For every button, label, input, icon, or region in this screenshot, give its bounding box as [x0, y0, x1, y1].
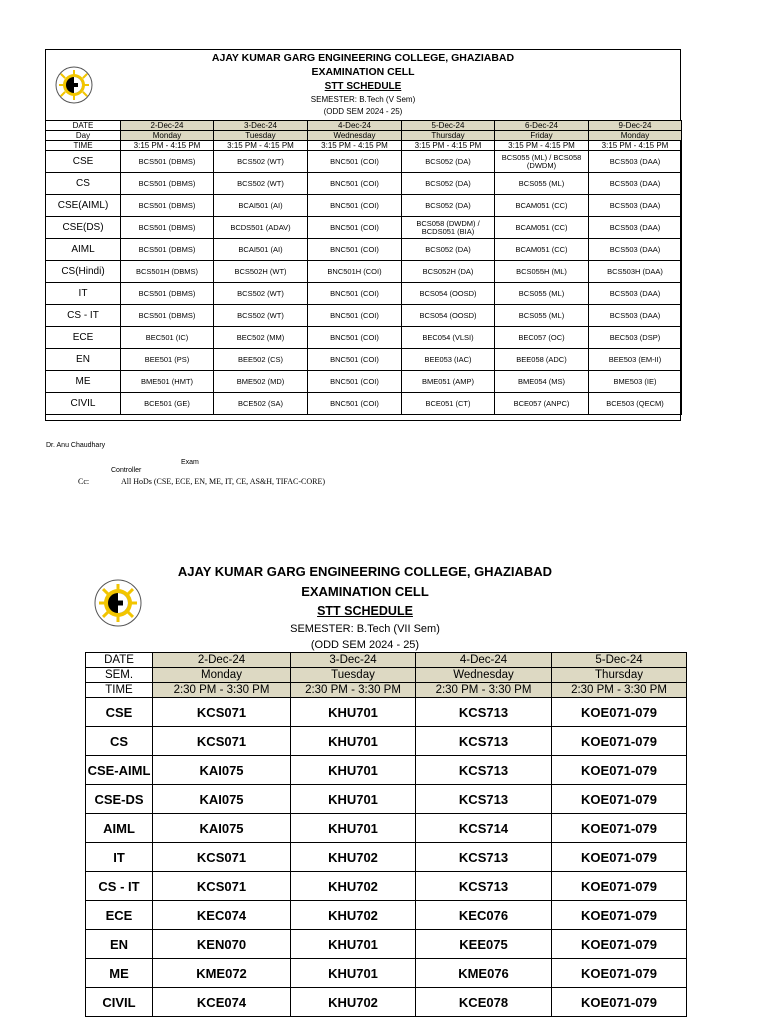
subject-cell: BME051 (AMP): [402, 371, 495, 393]
subject-cell: BCE502 (SA): [214, 393, 308, 415]
subject-cell: KOE071-079: [552, 785, 687, 814]
branch-cell: IT: [86, 843, 153, 872]
subject-cell: BCS501 (DBMS): [121, 173, 214, 195]
table-row: [46, 283, 682, 305]
table-row: [86, 814, 687, 843]
branch-cell: CSE-DS: [86, 785, 153, 814]
subject-cell: BCS501 (DBMS): [121, 305, 214, 327]
subject-cell: KHU701: [291, 727, 416, 756]
time-row-label: TIME: [86, 683, 153, 698]
branch-cell: CSE: [46, 151, 121, 173]
date-cell: 5-Dec-24: [402, 121, 495, 131]
subject-cell: BEE502 (CS): [214, 349, 308, 371]
time-row: [86, 683, 687, 698]
subject-cell: KCE074: [153, 988, 291, 1017]
day-cell: Monday: [121, 131, 214, 141]
subject-cell: KEE075: [416, 930, 552, 959]
subject-cell: BCS502H (WT): [214, 261, 308, 283]
cell-name: EXAMINATION CELL: [311, 66, 415, 78]
college-name: AJAY KUMAR GARG ENGINEERING COLLEGE, GHAZIABAD: [177, 564, 553, 579]
branch-cell: CIVIL: [46, 393, 121, 415]
time-cell: 3:15 PM - 4:15 PM: [214, 141, 308, 151]
sem-row: [86, 668, 687, 683]
subject-cell: KHU702: [291, 843, 416, 872]
subject-cell: BNC501 (COI): [308, 195, 402, 217]
branch-cell: CS - IT: [46, 305, 121, 327]
subject-cell: KEC074: [153, 901, 291, 930]
date-row-label: DATE: [86, 653, 153, 668]
subject-cell: BCS503 (DAA): [589, 283, 682, 305]
subject-cell: KHU702: [291, 988, 416, 1017]
branch-cell: CSE: [86, 698, 153, 727]
time-cell: 2:30 PM - 3:30 PM: [552, 683, 687, 698]
subject-cell: BNC501 (COI): [308, 327, 402, 349]
table-row: [86, 988, 687, 1017]
table-row: [86, 698, 687, 727]
subject-cell: BNC501H (COI): [308, 261, 402, 283]
subject-cell: BCS055 (ML) / BCS058 (DWDM): [495, 151, 589, 173]
table-row: [86, 785, 687, 814]
subject-cell: KOE071-079: [552, 756, 687, 785]
branch-cell: AIML: [46, 239, 121, 261]
table-row: [86, 872, 687, 901]
date-cell: 2-Dec-24: [153, 653, 291, 668]
signatory-name: Dr. Anu Chaudhary: [46, 442, 106, 449]
branch-cell: AIML: [86, 814, 153, 843]
schedule-v-sem: [45, 49, 681, 421]
semester-label: SEMESTER: B.Tech (V Sem): [310, 95, 416, 104]
subject-cell: BCAM051 (CC): [495, 195, 589, 217]
branch-cell: CS(Hindi): [46, 261, 121, 283]
table-row: [46, 151, 682, 173]
schedule-title: STT SCHEDULE: [324, 81, 402, 92]
subject-cell: KEN070: [153, 930, 291, 959]
branch-cell: EN: [46, 349, 121, 371]
subject-cell: BEC057 (OC): [495, 327, 589, 349]
subject-cell: BCS052 (DA): [402, 151, 495, 173]
subject-cell: KHU702: [291, 901, 416, 930]
table-row: [46, 239, 682, 261]
subject-cell: KCS713: [416, 843, 552, 872]
date-cell: 4-Dec-24: [416, 653, 552, 668]
subject-cell: BCE051 (CT): [402, 393, 495, 415]
session-label: (ODD SEM 2024 - 25): [310, 639, 420, 651]
sem-row-label: SEM.: [86, 668, 153, 683]
subject-cell: BNC501 (COI): [308, 371, 402, 393]
date-cell: 3-Dec-24: [291, 653, 416, 668]
date-cell: 9-Dec-24: [589, 121, 682, 131]
time-cell: 3:15 PM - 4:15 PM: [589, 141, 682, 151]
subject-cell: KHU701: [291, 785, 416, 814]
subject-cell: KOE071-079: [552, 959, 687, 988]
subject-cell: BCS501 (DBMS): [121, 151, 214, 173]
subject-cell: KCE078: [416, 988, 552, 1017]
time-cell: 2:30 PM - 3:30 PM: [153, 683, 291, 698]
table-row: [86, 959, 687, 988]
exam-label: Exam: [181, 459, 199, 466]
subject-cell: BCS503 (DAA): [589, 217, 682, 239]
subject-cell: BCS055 (ML): [495, 305, 589, 327]
subject-cell: BNC501 (COI): [308, 393, 402, 415]
subject-cell: KOE071-079: [552, 698, 687, 727]
subject-cell: KHU701: [291, 698, 416, 727]
day-cell: Tuesday: [291, 668, 416, 683]
subject-cell: BCE503 (QECM): [589, 393, 682, 415]
table-row: [46, 305, 682, 327]
schedule-table: [45, 120, 682, 415]
subject-cell: KAI075: [153, 756, 291, 785]
day-cell: Monday: [589, 131, 682, 141]
table-row: [46, 173, 682, 195]
branch-cell: EN: [86, 930, 153, 959]
subject-cell: KOE071-079: [552, 872, 687, 901]
table-row: [86, 930, 687, 959]
subject-cell: BCAM051 (CC): [495, 217, 589, 239]
day-cell: Wednesday: [416, 668, 552, 683]
subject-cell: BCS503H (DAA): [589, 261, 682, 283]
subject-cell: BCS503 (DAA): [589, 305, 682, 327]
subject-cell: BCS502 (WT): [214, 283, 308, 305]
branch-cell: CIVIL: [86, 988, 153, 1017]
subject-cell: BNC501 (COI): [308, 151, 402, 173]
branch-cell: ECE: [46, 327, 121, 349]
branch-cell: CS: [46, 173, 121, 195]
subject-cell: BCS054 (OOSD): [402, 283, 495, 305]
day-row-label: Day: [46, 131, 121, 141]
subject-cell: KHU702: [291, 872, 416, 901]
controller-label: Controller: [111, 467, 142, 474]
subject-cell: KHU701: [291, 756, 416, 785]
subject-cell: KCS713: [416, 727, 552, 756]
cc-label: Cc:: [78, 477, 90, 486]
table-row: [46, 349, 682, 371]
subject-cell: BCS055 (ML): [495, 173, 589, 195]
subject-cell: KOE071-079: [552, 843, 687, 872]
date-row: [46, 121, 682, 131]
subject-cell: BEE503 (EM-II): [589, 349, 682, 371]
subject-cell: BEE501 (PS): [121, 349, 214, 371]
day-row: [46, 131, 682, 141]
table-row: [86, 727, 687, 756]
semester-label: SEMESTER: B.Tech (VII Sem): [290, 623, 440, 635]
subject-cell: BCS502 (WT): [214, 173, 308, 195]
date-row-label: DATE: [46, 121, 121, 131]
day-cell: Monday: [153, 668, 291, 683]
table-row: [86, 756, 687, 785]
table-row: [86, 843, 687, 872]
day-cell: Wednesday: [308, 131, 402, 141]
time-row: [46, 141, 682, 151]
branch-cell: CSE(DS): [46, 217, 121, 239]
subject-cell: BCS055 (ML): [495, 283, 589, 305]
time-cell: 3:15 PM - 4:15 PM: [495, 141, 589, 151]
date-cell: 2-Dec-24: [121, 121, 214, 131]
subject-cell: KAI075: [153, 814, 291, 843]
branch-cell: CS - IT: [86, 872, 153, 901]
subject-cell: BEC503 (DSP): [589, 327, 682, 349]
subject-cell: KHU701: [291, 959, 416, 988]
subject-cell: BEC502 (MM): [214, 327, 308, 349]
table-row: [46, 261, 682, 283]
subject-cell: KAI075: [153, 785, 291, 814]
table-row: [86, 901, 687, 930]
subject-cell: BEE058 (ADC): [495, 349, 589, 371]
subject-cell: BNC501 (COI): [308, 217, 402, 239]
subject-cell: BEE053 (IAC): [402, 349, 495, 371]
subject-cell: BNC501 (COI): [308, 173, 402, 195]
subject-cell: KOE071-079: [552, 988, 687, 1017]
table-row: [46, 371, 682, 393]
subject-cell: BNC501 (COI): [308, 349, 402, 371]
date-cell: 4-Dec-24: [308, 121, 402, 131]
subject-cell: BCS501 (DBMS): [121, 217, 214, 239]
subject-cell: BCS054 (OOSD): [402, 305, 495, 327]
table-row: [46, 195, 682, 217]
subject-cell: BEC054 (VLSI): [402, 327, 495, 349]
time-cell: 3:15 PM - 4:15 PM: [121, 141, 214, 151]
table-row: [46, 393, 682, 415]
subject-cell: KHU701: [291, 930, 416, 959]
subject-cell: KOE071-079: [552, 727, 687, 756]
time-cell: 3:15 PM - 4:15 PM: [308, 141, 402, 151]
subject-cell: BCS503 (DAA): [589, 195, 682, 217]
date-cell: 3-Dec-24: [214, 121, 308, 131]
subject-cell: KME072: [153, 959, 291, 988]
subject-cell: KHU701: [291, 814, 416, 843]
subject-cell: KCS714: [416, 814, 552, 843]
subject-cell: KOE071-079: [552, 930, 687, 959]
subject-cell: KOE071-079: [552, 814, 687, 843]
subject-cell: KCS713: [416, 872, 552, 901]
subject-cell: BME054 (MS): [495, 371, 589, 393]
schedule-vii-sem: [85, 560, 686, 1024]
branch-cell: ME: [86, 959, 153, 988]
subject-cell: KCS713: [416, 698, 552, 727]
time-cell: 3:15 PM - 4:15 PM: [402, 141, 495, 151]
subject-cell: BME503 (IE): [589, 371, 682, 393]
subject-cell: BCS501 (DBMS): [121, 195, 214, 217]
subject-cell: BCDS501 (ADAV): [214, 217, 308, 239]
subject-cell: KCS713: [416, 785, 552, 814]
branch-cell: CS: [86, 727, 153, 756]
schedule-table: [85, 652, 687, 1017]
time-row-label: TIME: [46, 141, 121, 151]
cc-recipients: All HoDs (CSE, ECE, EN, ME, IT, CE, AS&H, TIFAC-CORE): [121, 477, 326, 486]
time-cell: 2:30 PM - 3:30 PM: [416, 683, 552, 698]
time-cell: 2:30 PM - 3:30 PM: [291, 683, 416, 698]
day-cell: Thursday: [552, 668, 687, 683]
college-name: AJAY KUMAR GARG ENGINEERING COLLEGE, GHAZIABAD: [211, 52, 515, 64]
table-row: [46, 217, 682, 239]
table-row: [46, 327, 682, 349]
subject-cell: BEC501 (IC): [121, 327, 214, 349]
date-row: [86, 653, 687, 668]
subject-cell: BNC501 (COI): [308, 283, 402, 305]
subject-cell: BME501 (HMT): [121, 371, 214, 393]
subject-cell: BME502 (MD): [214, 371, 308, 393]
subject-cell: BCS503 (DAA): [589, 173, 682, 195]
branch-cell: ECE: [86, 901, 153, 930]
subject-cell: BCAI501 (AI): [214, 195, 308, 217]
subject-cell: BCS501 (DBMS): [121, 239, 214, 261]
subject-cell: BNC501 (COI): [308, 305, 402, 327]
subject-cell: KCS071: [153, 872, 291, 901]
subject-cell: KME076: [416, 959, 552, 988]
subject-cell: BCS058 (DWDM) / BCDS051 (BIA): [402, 217, 495, 239]
subject-cell: BCS052 (DA): [402, 173, 495, 195]
subject-cell: KCS071: [153, 698, 291, 727]
date-cell: 6-Dec-24: [495, 121, 589, 131]
session-label: (ODD SEM 2024 - 25): [323, 107, 403, 116]
subject-cell: BNC501 (COI): [308, 239, 402, 261]
subject-cell: BCS503 (DAA): [589, 151, 682, 173]
branch-cell: CSE(AIML): [46, 195, 121, 217]
subject-cell: BCE501 (GE): [121, 393, 214, 415]
subject-cell: BCS501 (DBMS): [121, 283, 214, 305]
subject-cell: BCAM051 (CC): [495, 239, 589, 261]
branch-cell: ME: [46, 371, 121, 393]
subject-cell: KEC076: [416, 901, 552, 930]
schedule-header: [46, 50, 680, 120]
day-cell: Thursday: [402, 131, 495, 141]
day-cell: Tuesday: [214, 131, 308, 141]
subject-cell: BCS501H (DBMS): [121, 261, 214, 283]
branch-cell: IT: [46, 283, 121, 305]
cell-name: EXAMINATION CELL: [301, 584, 429, 599]
subject-cell: BCS055H (ML): [495, 261, 589, 283]
subject-cell: KOE071-079: [552, 901, 687, 930]
schedule-title: STT SCHEDULE: [317, 604, 413, 618]
subject-cell: BCS052 (DA): [402, 195, 495, 217]
subject-cell: BCAI501 (AI): [214, 239, 308, 261]
date-cell: 5-Dec-24: [552, 653, 687, 668]
subject-cell: BCS502 (WT): [214, 305, 308, 327]
subject-cell: BCS052 (DA): [402, 239, 495, 261]
subject-cell: BCS503 (DAA): [589, 239, 682, 261]
day-cell: Friday: [495, 131, 589, 141]
subject-cell: KCS713: [416, 756, 552, 785]
subject-cell: BCE057 (ANPC): [495, 393, 589, 415]
subject-cell: BCS502 (WT): [214, 151, 308, 173]
subject-cell: BCS052H (DA): [402, 261, 495, 283]
subject-cell: KCS071: [153, 843, 291, 872]
branch-cell: CSE-AIML: [86, 756, 153, 785]
subject-cell: KCS071: [153, 727, 291, 756]
